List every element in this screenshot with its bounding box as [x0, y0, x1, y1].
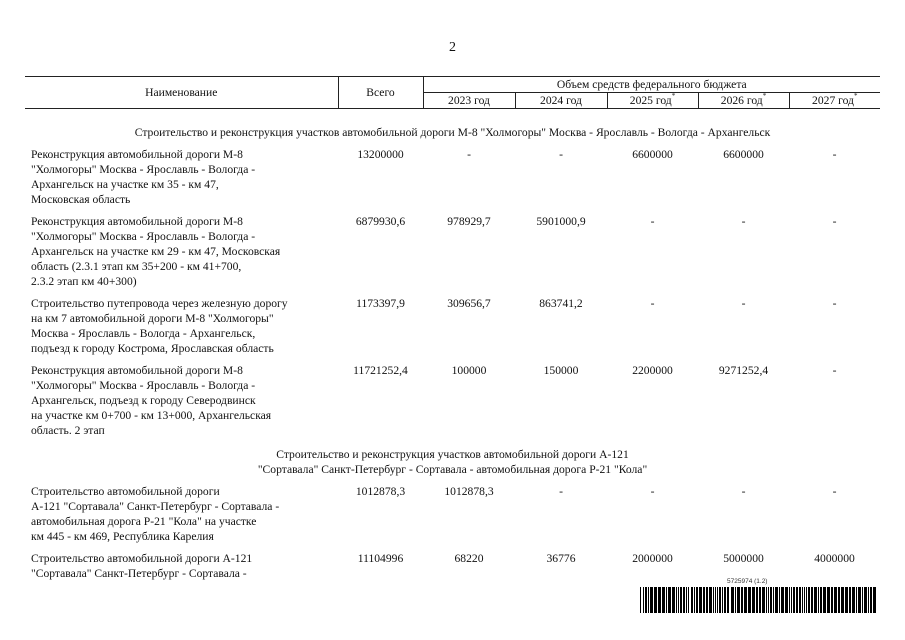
barcode-bar — [722, 587, 723, 613]
row-total: 1012878,3 — [355, 485, 406, 498]
barcode-bar — [799, 587, 801, 613]
header-year-4: 2026 год* — [698, 93, 789, 109]
barcode-bar — [715, 587, 716, 613]
row-name-line: подъезд к городу Кострома, Ярославская область — [31, 342, 274, 355]
section1-title — [25, 109, 880, 148]
row-name-line: Строительство путепровода через железную дорогу — [31, 297, 288, 310]
row-total: 13200000 — [357, 148, 404, 161]
barcode-bar — [658, 587, 661, 613]
barcode-bar — [827, 587, 830, 613]
barcode-bar — [719, 587, 721, 613]
row-name-line: "Холмогоры" Москва - Ярославль - Вологда - — [31, 163, 256, 176]
header-total: Всего — [338, 77, 423, 109]
row-total: 11721252,4 — [353, 364, 408, 377]
barcode-number: 5725974 (1.2) — [727, 578, 768, 585]
row-value-year-1: - — [467, 148, 471, 161]
barcode-bar — [706, 587, 708, 613]
header-year-5: 2027 год* — [789, 93, 880, 109]
row-total: 6879930,6 — [355, 215, 406, 228]
row-total: 1173397,9 — [356, 297, 405, 310]
barcode-bar — [737, 587, 740, 613]
row-value-year-3: 6600000 — [632, 148, 673, 161]
row-name-line: Реконструкция автомобильной дороги М-8 — [31, 364, 243, 377]
row-value-year-1: 68220 — [454, 552, 484, 565]
barcode-bar — [662, 587, 665, 613]
row-name-line: на км 7 автомобильной дороги М-8 "Холмогоры" — [31, 312, 274, 325]
page-number: 2 — [449, 40, 456, 55]
row-name — [25, 551, 338, 588]
barcode-bar — [759, 587, 761, 613]
row-value-year-5: - — [832, 297, 837, 310]
barcode-bar — [672, 587, 675, 613]
barcode-bar — [811, 587, 813, 613]
table-row — [25, 363, 880, 445]
barcode-bar — [868, 587, 869, 613]
row-value-year-1: 309656,7 — [447, 297, 491, 310]
barcode-bar — [789, 587, 790, 613]
row-value-year-5: - — [832, 148, 837, 161]
barcode-bar — [858, 587, 861, 613]
section2-title — [25, 445, 880, 484]
row-value-year-2: 150000 — [543, 364, 579, 377]
barcode-bar — [643, 587, 644, 613]
barcode-bar — [654, 587, 657, 613]
barcode-bar — [770, 587, 772, 613]
row-name-line: км 445 - км 469, Республика Карелия — [31, 530, 214, 543]
row-name-line: А-121 "Сортавала" Санкт-Петербург - Сортавала - — [31, 500, 280, 513]
barcode-bar — [834, 587, 837, 613]
barcode-bar — [724, 587, 726, 613]
barcode-bar — [676, 587, 677, 613]
row-name — [25, 363, 338, 445]
row-value-year-5: - — [832, 215, 837, 228]
barcode-bar — [823, 587, 826, 613]
row-name-line: Строительство автомобильной дороги А-121 — [31, 552, 253, 565]
barcode-bar — [744, 587, 747, 613]
barcode-bar — [864, 587, 867, 613]
row-value-year-4: - — [741, 485, 746, 498]
barcode-bar — [838, 587, 840, 613]
barcode-bar — [717, 587, 718, 613]
row-value-year-1: 978929,7 — [447, 215, 491, 228]
barcode-bar — [802, 587, 803, 613]
barcode-bar — [731, 587, 734, 613]
row-name-line: "Сортавала" Санкт-Петербург - Сортавала - — [31, 567, 247, 580]
barcode-bar — [650, 587, 653, 613]
barcode-bar — [645, 587, 647, 613]
table-row — [25, 296, 880, 363]
row-value-year-4: 5000000 — [723, 552, 764, 565]
barcode-bar — [688, 587, 689, 613]
row-name — [25, 214, 338, 296]
row-name — [25, 484, 338, 551]
section-title-line: Строительство и реконструкция участков автомобильной дороги А-121 — [276, 448, 629, 461]
barcode-bar — [804, 587, 805, 613]
row-value-year-3: 2000000 — [632, 552, 673, 565]
barcode-bar — [781, 587, 784, 613]
budget-table — [25, 76, 880, 588]
barcode-bar — [691, 587, 693, 613]
barcode-bar — [762, 587, 765, 613]
barcode-bar — [694, 587, 695, 613]
barcode-bar — [741, 587, 743, 613]
barcode-bar — [727, 587, 729, 613]
barcode-bar — [748, 587, 751, 613]
table-row — [25, 484, 880, 551]
row-name-line: область. 2 этап — [31, 424, 105, 437]
row-name-line: "Холмогоры" Москва - Ярославль - Вологда - — [31, 379, 256, 392]
row-name-line: Строительство автомобильной дороги — [31, 485, 220, 498]
barcode-bar — [873, 587, 876, 613]
header-year-1: 2023 год — [423, 93, 515, 109]
barcode-bar — [752, 587, 755, 613]
section1-title-row — [25, 109, 880, 148]
header-federal-budget: Объем средств федерального бюджета — [423, 77, 880, 93]
barcode-bar — [814, 587, 817, 613]
row-name — [25, 296, 338, 363]
header-year-3: 2025 год* — [607, 93, 698, 109]
row-name-line: область (2.3.1 этап км 35+200 - км 41+700, — [31, 260, 242, 273]
barcode-bar — [856, 587, 857, 613]
row-total: 11104996 — [357, 552, 404, 565]
barcode-bar — [773, 587, 774, 613]
row-value-year-3: 2200000 — [632, 364, 673, 377]
barcode-bar — [845, 587, 848, 613]
row-value-year-3: - — [650, 297, 655, 310]
row-value-year-2: - — [559, 148, 563, 161]
row-value-year-3: - — [650, 485, 655, 498]
barcode-bar — [796, 587, 798, 613]
row-name-line: Архангельск на участке км 29 - км 47, Московская — [31, 245, 281, 258]
barcode-bar — [806, 587, 807, 613]
barcode-bar — [709, 587, 712, 613]
row-name-line: на участке км 0+700 - км 13+000, Архангельская — [31, 409, 272, 422]
barcode-bar — [766, 587, 767, 613]
header-name: Наименование — [25, 77, 338, 109]
barcode-bar — [818, 587, 819, 613]
barcode-bar — [713, 587, 714, 613]
barcode-bar — [699, 587, 702, 613]
barcode-bar — [683, 587, 685, 613]
barcode-bar — [808, 587, 810, 613]
row-value-year-1: 1012878,3 — [444, 485, 494, 498]
row-name — [25, 147, 338, 214]
row-value-year-4: 6600000 — [723, 148, 764, 161]
row-value-year-2: 863741,2 — [539, 297, 583, 310]
section-title-line: Строительство и реконструкция участков автомобильной дороги М-8 "Холмогоры" Москва - Ярославль - Вологда - Архангельск — [134, 126, 771, 139]
barcode-image — [640, 587, 880, 613]
barcode-bar — [793, 587, 795, 613]
table-header — [25, 77, 880, 109]
row-name-line: Реконструкция автомобильной дороги М-8 — [31, 215, 243, 228]
row-value-year-5: - — [832, 485, 837, 498]
barcode — [640, 578, 880, 614]
barcode-bar — [668, 587, 671, 613]
table-row — [25, 147, 880, 214]
row-value-year-2: - — [559, 485, 563, 498]
row-name-line: 2.3.2 этап км 40+300) — [31, 275, 137, 288]
barcode-bar — [775, 587, 778, 613]
row-value-year-4: - — [741, 215, 746, 228]
row-name-line: автомобильная дорога Р-21 "Кола" на участке — [31, 515, 257, 528]
barcode-bar — [779, 587, 780, 613]
row-name-line: Реконструкция автомобильной дороги М-8 — [31, 148, 243, 161]
row-value-year-4: - — [741, 297, 746, 310]
barcode-bar — [756, 587, 758, 613]
row-value-year-5: 4000000 — [814, 552, 855, 565]
row-value-year-3: - — [650, 215, 655, 228]
barcode-bar — [849, 587, 851, 613]
row-value-year-2: 5901000,9 — [536, 215, 586, 228]
row-name-line: Московская область — [31, 193, 131, 206]
barcode-bar — [696, 587, 698, 613]
table-body — [25, 109, 880, 589]
header-year-2: 2024 год — [515, 93, 607, 109]
row-name-line: Архангельск, подъезд к городу Северодвинск — [31, 394, 256, 407]
barcode-bar — [703, 587, 705, 613]
barcode-bar — [686, 587, 687, 613]
row-name-line: "Холмогоры" Москва - Ярославль - Вологда - — [31, 230, 256, 243]
section-title-line: "Сортавала" Санкт-Петербург - Сортавала - автомобильная дорога Р-21 "Кола" — [257, 463, 648, 476]
barcode-bar — [841, 587, 844, 613]
barcode-bar — [862, 587, 863, 613]
row-value-year-2: 36776 — [546, 552, 576, 565]
row-value-year-1: 100000 — [451, 364, 487, 377]
barcode-bar — [785, 587, 788, 613]
section2-title-row — [25, 445, 880, 484]
row-value-year-5: - — [832, 364, 837, 377]
barcode-bar — [640, 587, 641, 613]
barcode-bar — [768, 587, 769, 613]
barcode-bar — [852, 587, 855, 613]
barcode-bar — [820, 587, 822, 613]
barcode-bar — [666, 587, 667, 613]
table-row — [25, 214, 880, 296]
row-name-line: Москва - Ярославль - Вологда - Архангельск, — [31, 327, 256, 340]
barcode-bar — [648, 587, 649, 613]
row-value-year-4: 9271252,4 — [718, 364, 769, 377]
barcode-bar — [735, 587, 736, 613]
barcode-bar — [791, 587, 792, 613]
row-name-line: Архангельск на участке км 35 - км 47, — [31, 178, 219, 191]
barcode-bar — [870, 587, 872, 613]
barcode-bar — [680, 587, 682, 613]
barcode-bar — [831, 587, 833, 613]
barcode-bar — [678, 587, 679, 613]
